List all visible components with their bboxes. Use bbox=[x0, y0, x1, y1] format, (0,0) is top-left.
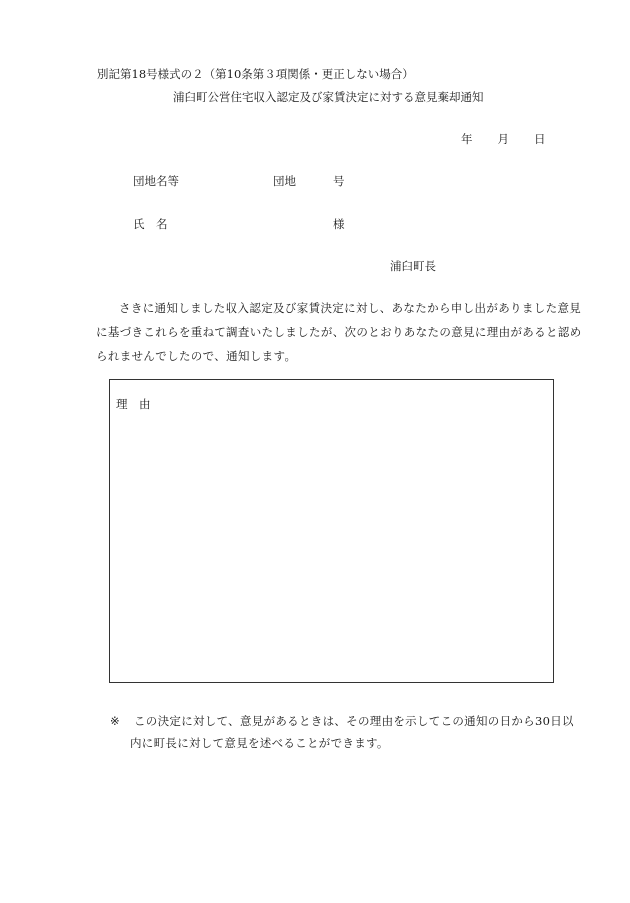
year-label: 年 bbox=[461, 132, 473, 146]
document-title: 浦臼町公営住宅収入認定及び家賃決定に対する意見棄却通知 bbox=[173, 90, 484, 104]
name-label: 氏 名 bbox=[133, 217, 168, 231]
date-line bbox=[461, 131, 546, 147]
reason-box bbox=[109, 379, 554, 683]
reason-label: 理 由 bbox=[116, 397, 151, 411]
note-mark: ※ bbox=[110, 714, 120, 728]
issuer: 浦臼町長 bbox=[390, 259, 436, 273]
form-number: 別記第18号様式の２（第10条第３項関係・更正しない場合） bbox=[97, 67, 414, 81]
month-label: 月 bbox=[497, 132, 509, 146]
honorific: 様 bbox=[333, 217, 345, 231]
complex-suffix: 団地 bbox=[273, 174, 296, 188]
body-text: さきに通知しました収入認定及び家賃決定に対し、あなたから申し出がありました意見に基づきこれらを重ねて調査いたしましたが、次のとおりあなたの意見に理由があると認められませんでしたので、通知します。 bbox=[96, 301, 582, 363]
note-text: この決定に対して、意見があるときは、その理由を示してこの通知の日から30日以内に町長に対して意見を述べることができます。 bbox=[130, 714, 574, 750]
number-suffix: 号 bbox=[333, 174, 345, 188]
day-label: 日 bbox=[534, 132, 546, 146]
complex-label: 団地名等 bbox=[133, 174, 179, 188]
